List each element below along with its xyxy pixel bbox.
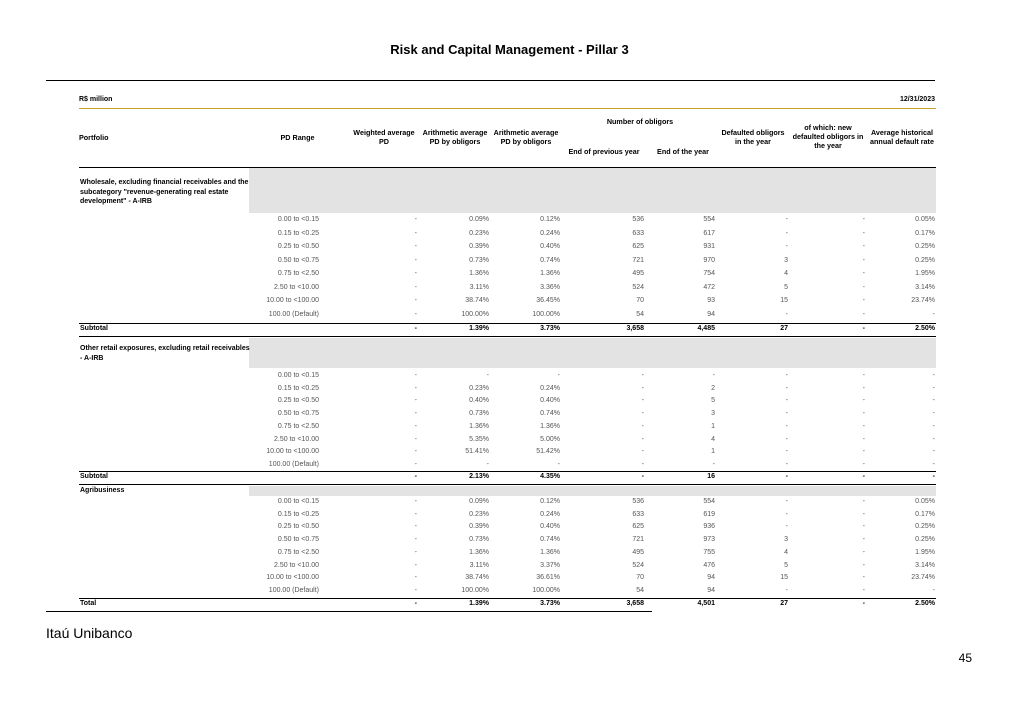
- cell: -: [862, 548, 865, 556]
- cell: 1.36%: [540, 548, 560, 556]
- cell: -: [862, 586, 865, 594]
- cell: 100.00%: [461, 310, 489, 318]
- cell: 536: [632, 216, 644, 223]
- cell: -: [641, 384, 644, 392]
- cell: 94: [707, 586, 715, 594]
- table-row: [0, 295, 1019, 308]
- page-title: Risk and Capital Management - Pillar 3: [390, 42, 629, 57]
- cell: 5: [784, 283, 788, 291]
- cell: 973: [703, 536, 715, 544]
- cell: 38.74%: [465, 574, 489, 582]
- cell: -: [414, 536, 417, 544]
- cell: -: [862, 574, 865, 582]
- cell: 36.45%: [536, 297, 560, 304]
- cell: 54: [636, 310, 644, 318]
- cell: 23.74%: [911, 297, 935, 304]
- table-row: [0, 572, 1019, 585]
- cell: -: [414, 297, 417, 304]
- cell: 554: [703, 216, 715, 223]
- section-label-agribusiness: Agribusiness: [80, 487, 125, 494]
- cell: -: [785, 243, 788, 250]
- cell: -: [862, 325, 865, 332]
- pd-range-cell: 0.00 to <0.15: [277, 372, 319, 379]
- cell: 2.13%: [469, 473, 489, 480]
- cell: -: [862, 410, 865, 418]
- cell: 0.39%: [469, 243, 489, 250]
- header-end-of-year: End of the year: [657, 147, 709, 156]
- cell: -: [712, 460, 715, 468]
- cell: 1: [711, 422, 715, 430]
- cell: 3.36%: [540, 283, 560, 291]
- cell: 100.00%: [461, 586, 489, 594]
- cell: -: [785, 473, 788, 480]
- cell: -: [641, 448, 644, 456]
- cell: 1.95%: [915, 270, 935, 277]
- cell: 495: [632, 548, 644, 556]
- cell: -: [862, 460, 865, 468]
- table-row: [0, 421, 1019, 434]
- cell: 27: [780, 600, 788, 607]
- cell: 0.25%: [915, 523, 935, 531]
- cell: -: [557, 460, 560, 468]
- cell: 633: [632, 510, 644, 518]
- cell: -: [414, 229, 417, 237]
- cell: 4,501: [697, 600, 715, 607]
- cell: -: [414, 548, 417, 556]
- cell: 0.05%: [915, 216, 935, 223]
- cell: 51.42%: [536, 448, 560, 456]
- cell: -: [414, 561, 417, 569]
- cell: 4: [711, 435, 715, 443]
- cell: -: [785, 460, 788, 468]
- cell: 3.73%: [540, 600, 560, 607]
- cell: 524: [632, 561, 644, 569]
- cell: 0.74%: [540, 536, 560, 544]
- cell: 0.25%: [915, 536, 935, 544]
- cell: -: [785, 523, 788, 531]
- table-row: [0, 509, 1019, 522]
- cell: 0.17%: [915, 229, 935, 237]
- cell: -: [641, 397, 644, 405]
- cell: -: [414, 600, 417, 607]
- cell: 633: [632, 229, 644, 237]
- cell: -: [486, 460, 489, 468]
- pd-range-cell: 10.00 to <100.00: [266, 448, 319, 456]
- cell: 0.73%: [469, 256, 489, 264]
- cell: 1.36%: [469, 548, 489, 556]
- cell: 0.40%: [540, 243, 560, 250]
- cell: -: [414, 435, 417, 443]
- table-row: [0, 255, 1019, 268]
- cell: -: [862, 473, 865, 480]
- cell: 4: [784, 548, 788, 556]
- cell: -: [785, 372, 788, 379]
- top-rule: [46, 80, 935, 81]
- cell: 1.39%: [469, 325, 489, 332]
- footer-rule: [46, 611, 652, 612]
- table-row: [0, 309, 1019, 322]
- section-label-other-retail: Other retail exposures, excluding retail receivables - A-IRB: [80, 345, 250, 362]
- cell: 754: [703, 270, 715, 277]
- cell: -: [641, 435, 644, 443]
- header-portfolio: Portfolio: [79, 133, 109, 142]
- cell: -: [862, 397, 865, 405]
- subtotal-bottom-rule: [79, 484, 936, 485]
- cell: -: [785, 510, 788, 518]
- table-row: [0, 268, 1019, 281]
- table-row: [0, 521, 1019, 534]
- cell: 4.35%: [540, 473, 560, 480]
- total-row: [0, 599, 1019, 610]
- cell: -: [785, 422, 788, 430]
- cell: -: [414, 216, 417, 223]
- cell: 0.74%: [540, 410, 560, 418]
- cell: 625: [632, 243, 644, 250]
- cell: 0.73%: [469, 536, 489, 544]
- pd-range-cell: 0.75 to <2.50: [277, 422, 319, 430]
- section-shade: [249, 338, 936, 368]
- pd-range-cell: 0.15 to <0.25: [277, 384, 319, 392]
- cell: -: [785, 586, 788, 594]
- report-date: 12/31/2023: [899, 96, 935, 103]
- cell: -: [712, 372, 715, 379]
- pd-range-cell: 0.50 to <0.75: [277, 256, 319, 264]
- total-label: Total: [80, 600, 97, 607]
- cell: -: [414, 574, 417, 582]
- cell: -: [862, 422, 865, 430]
- cell: 1.36%: [540, 270, 560, 277]
- cell: -: [785, 397, 788, 405]
- cell: -: [414, 448, 417, 456]
- table-row: [0, 459, 1019, 472]
- cell: 3.14%: [915, 283, 935, 291]
- cell: 3,658: [626, 600, 644, 607]
- pd-range-cell: 0.25 to <0.50: [277, 243, 319, 250]
- cell: -: [785, 448, 788, 456]
- cell: 5.35%: [469, 435, 489, 443]
- table-row: [0, 383, 1019, 396]
- cell: 51.41%: [465, 448, 489, 456]
- cell: -: [932, 586, 935, 594]
- cell: -: [414, 372, 417, 379]
- cell: 0.09%: [469, 498, 489, 505]
- cell: -: [862, 435, 865, 443]
- cell: 4,485: [697, 325, 715, 332]
- header-weighted-average-pd: Weighted average PD: [353, 128, 415, 146]
- cell: 721: [632, 536, 644, 544]
- cell: 16: [707, 473, 715, 480]
- cell: 554: [703, 498, 715, 505]
- cell: -: [932, 410, 935, 418]
- table-row: [0, 214, 1019, 227]
- pd-range-cell: 100.00 (Default): [268, 460, 319, 468]
- cell: -: [862, 243, 865, 250]
- cell: 2.50%: [915, 325, 935, 332]
- table-row: [0, 241, 1019, 254]
- cell: 0.09%: [469, 216, 489, 223]
- cell: -: [414, 460, 417, 468]
- cell: 472: [703, 283, 715, 291]
- cell: 3: [784, 536, 788, 544]
- cell: 0.40%: [540, 523, 560, 531]
- cell: 3,658: [626, 325, 644, 332]
- header-gold-rule: [79, 108, 936, 109]
- cell: 931: [703, 243, 715, 250]
- header-average-historical: Average historical annual default rate: [870, 128, 934, 146]
- cell: -: [414, 310, 417, 318]
- cell: -: [862, 283, 865, 291]
- cell: 5.00%: [540, 435, 560, 443]
- pd-range-cell: 0.50 to <0.75: [277, 410, 319, 418]
- cell: -: [785, 498, 788, 505]
- pd-range-cell: 10.00 to <100.00: [266, 297, 319, 304]
- cell: -: [862, 270, 865, 277]
- cell: 0.24%: [540, 510, 560, 518]
- cell: 1.36%: [469, 270, 489, 277]
- cell: 94: [707, 310, 715, 318]
- subtotal-bottom-rule: [79, 336, 936, 337]
- unit-label: R$ million: [79, 96, 113, 103]
- cell: -: [862, 498, 865, 505]
- cell: -: [785, 435, 788, 443]
- header-arithmetic-average-2: Arithmetic average PD by obligors: [493, 128, 559, 146]
- cell: 755: [703, 548, 715, 556]
- cell: 100.00%: [532, 310, 560, 318]
- header-defaulted-obligors: Defaulted obligors in the year: [721, 128, 785, 146]
- pd-range-cell: 0.00 to <0.15: [277, 498, 319, 505]
- cell: -: [785, 216, 788, 223]
- cell: -: [414, 586, 417, 594]
- cell: 0.12%: [540, 498, 560, 505]
- cell: -: [932, 435, 935, 443]
- cell: -: [862, 256, 865, 264]
- cell: -: [862, 310, 865, 318]
- table-row: [0, 282, 1019, 295]
- cell: -: [785, 310, 788, 318]
- table-row: [0, 585, 1019, 598]
- cell: -: [414, 283, 417, 291]
- cell: 27: [780, 325, 788, 332]
- cell: 3.11%: [469, 561, 489, 569]
- cell: 0.40%: [469, 397, 489, 405]
- cell: 3: [711, 410, 715, 418]
- cell: -: [862, 510, 865, 518]
- cell: -: [862, 372, 865, 379]
- pd-range-cell: 100.00 (Default): [268, 586, 319, 594]
- cell: 0.12%: [540, 216, 560, 223]
- cell: 100.00%: [532, 586, 560, 594]
- page-number: 45: [958, 651, 972, 665]
- cell: 36.61%: [536, 574, 560, 582]
- cell: 23.74%: [911, 574, 935, 582]
- cell: 970: [703, 256, 715, 264]
- section-shade: [249, 486, 936, 496]
- table-row: [0, 370, 1019, 383]
- brand-name: Itaú Unibanco: [46, 625, 133, 641]
- cell: 15: [780, 574, 788, 582]
- cell: -: [932, 310, 935, 318]
- cell: -: [414, 325, 417, 332]
- cell: 1: [711, 448, 715, 456]
- cell: -: [862, 523, 865, 531]
- cell: 54: [636, 586, 644, 594]
- pd-range-cell: 2.50 to <10.00: [274, 283, 319, 291]
- subtotal-label: Subtotal: [80, 473, 108, 480]
- cell: 0.23%: [469, 510, 489, 518]
- pd-range-cell: 2.50 to <10.00: [274, 435, 319, 443]
- cell: 3.11%: [469, 283, 489, 291]
- table-row: [0, 547, 1019, 560]
- cell: 3.73%: [540, 325, 560, 332]
- cell: -: [414, 270, 417, 277]
- header-pd-range: PD Range: [280, 133, 315, 142]
- table-row: [0, 395, 1019, 408]
- subtotal-label: Subtotal: [80, 325, 108, 332]
- cell: -: [932, 460, 935, 468]
- cell: -: [862, 448, 865, 456]
- cell: -: [641, 473, 644, 480]
- cell: 5: [784, 561, 788, 569]
- cell: -: [557, 372, 560, 379]
- cell: 524: [632, 283, 644, 291]
- cell: -: [486, 372, 489, 379]
- section-label-wholesale: Wholesale, excluding financial receivables and the subcategory "revenue-generating real estate development" - A-IRB: [80, 179, 249, 205]
- cell: 93: [707, 297, 715, 304]
- cell: -: [862, 384, 865, 392]
- table-row: [0, 534, 1019, 547]
- cell: 94: [707, 574, 715, 582]
- cell: 0.23%: [469, 384, 489, 392]
- cell: 1.36%: [540, 422, 560, 430]
- cell: 4: [784, 270, 788, 277]
- cell: 617: [703, 229, 715, 237]
- cell: -: [932, 422, 935, 430]
- table-row: [0, 434, 1019, 447]
- pd-range-cell: 0.25 to <0.50: [277, 523, 319, 531]
- cell: 0.73%: [469, 410, 489, 418]
- cell: -: [862, 297, 865, 304]
- cell: 3: [784, 256, 788, 264]
- cell: 3.37%: [540, 561, 560, 569]
- pd-range-cell: 0.75 to <2.50: [277, 270, 319, 277]
- header-new-defaulted: of which: new defaulted obligors in the year: [792, 123, 864, 150]
- cell: 0.25%: [915, 243, 935, 250]
- table-row: [0, 446, 1019, 459]
- cell: -: [932, 448, 935, 456]
- pd-range-cell: 0.00 to <0.15: [277, 216, 319, 223]
- cell: -: [641, 422, 644, 430]
- subtotal-row: [0, 472, 1019, 483]
- pd-range-cell: 0.15 to <0.25: [277, 229, 319, 237]
- section-shade: [249, 168, 936, 213]
- cell: -: [414, 397, 417, 405]
- cell: 0.24%: [540, 384, 560, 392]
- cell: 936: [703, 523, 715, 531]
- cell: 3.14%: [915, 561, 935, 569]
- pd-range-cell: 100.00 (Default): [268, 310, 319, 318]
- cell: -: [414, 243, 417, 250]
- cell: 70: [636, 297, 644, 304]
- pd-range-cell: 0.75 to <2.50: [277, 548, 319, 556]
- cell: 0.24%: [540, 229, 560, 237]
- table-row: [0, 228, 1019, 241]
- cell: -: [641, 410, 644, 418]
- cell: -: [862, 561, 865, 569]
- cell: -: [862, 229, 865, 237]
- cell: -: [414, 510, 417, 518]
- cell: -: [414, 498, 417, 505]
- cell: 1.36%: [469, 422, 489, 430]
- cell: -: [862, 600, 865, 607]
- cell: 721: [632, 256, 644, 264]
- cell: -: [641, 372, 644, 379]
- pd-range-cell: 2.50 to <10.00: [274, 561, 319, 569]
- cell: 0.74%: [540, 256, 560, 264]
- pd-range-cell: 10.00 to <100.00: [266, 574, 319, 582]
- cell: 15: [780, 297, 788, 304]
- cell: -: [932, 397, 935, 405]
- cell: 38.74%: [465, 297, 489, 304]
- cell: -: [641, 460, 644, 468]
- pd-range-cell: 0.50 to <0.75: [277, 536, 319, 544]
- header-arithmetic-average-1: Arithmetic average PD by obligors: [422, 128, 488, 146]
- table-row: [0, 560, 1019, 573]
- cell: -: [785, 229, 788, 237]
- pd-range-cell: 0.25 to <0.50: [277, 397, 319, 405]
- cell: 0.40%: [540, 397, 560, 405]
- subtotal-row: [0, 324, 1019, 335]
- cell: 2: [711, 384, 715, 392]
- cell: 0.23%: [469, 229, 489, 237]
- cell: 5: [711, 397, 715, 405]
- header-number-of-obligors: Number of obligors: [606, 117, 674, 126]
- cell: 536: [632, 498, 644, 505]
- cell: 70: [636, 574, 644, 582]
- cell: 2.50%: [915, 600, 935, 607]
- header-end-previous-year: End of previous year: [568, 147, 640, 156]
- cell: 0.39%: [469, 523, 489, 531]
- cell: 0.05%: [915, 498, 935, 505]
- cell: 0.17%: [915, 510, 935, 518]
- cell: -: [785, 384, 788, 392]
- cell: -: [932, 473, 935, 480]
- cell: 476: [703, 561, 715, 569]
- cell: -: [414, 256, 417, 264]
- cell: -: [785, 410, 788, 418]
- cell: -: [414, 473, 417, 480]
- cell: 619: [703, 510, 715, 518]
- cell: 495: [632, 270, 644, 277]
- cell: -: [862, 216, 865, 223]
- cell: 1.95%: [915, 548, 935, 556]
- cell: -: [932, 384, 935, 392]
- cell: -: [932, 372, 935, 379]
- cell: 1.39%: [469, 600, 489, 607]
- cell: -: [414, 523, 417, 531]
- pd-range-cell: 0.15 to <0.25: [277, 510, 319, 518]
- cell: -: [862, 536, 865, 544]
- cell: -: [414, 410, 417, 418]
- cell: 0.25%: [915, 256, 935, 264]
- cell: -: [414, 384, 417, 392]
- cell: 625: [632, 523, 644, 531]
- cell: -: [414, 422, 417, 430]
- table-row: [0, 408, 1019, 421]
- table-row: [0, 496, 1019, 509]
